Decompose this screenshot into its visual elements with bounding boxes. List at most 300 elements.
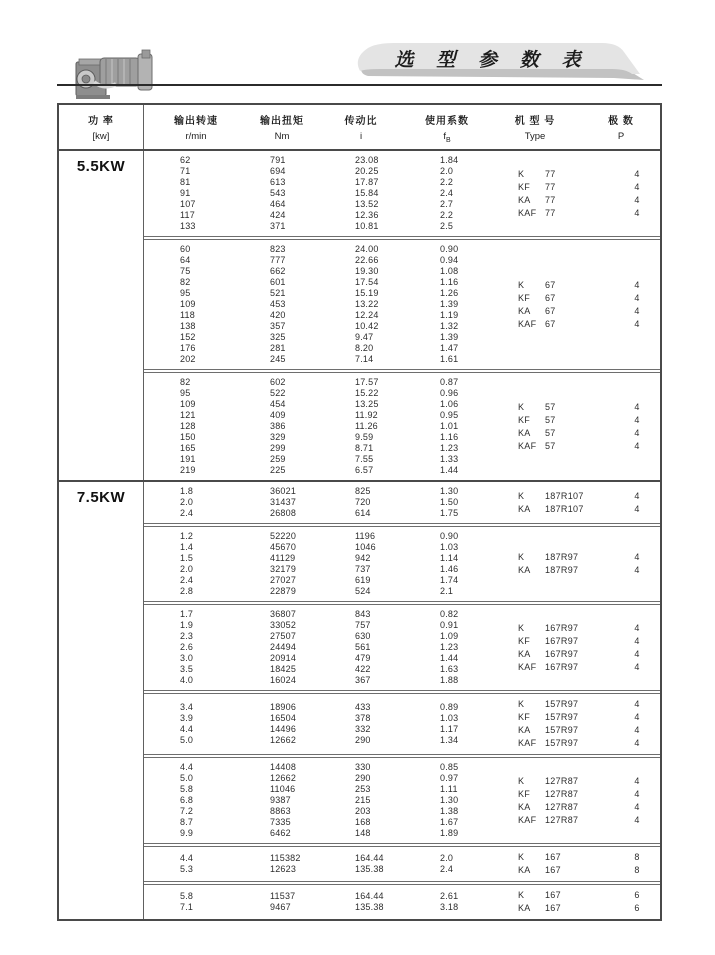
cell-output-torque: 22879 <box>270 586 297 596</box>
cell-output-speed: 2.4 <box>180 508 194 518</box>
cell-output-speed: 2.6 <box>180 642 194 652</box>
type-row <box>512 318 660 331</box>
cell-output-speed: 82 <box>180 377 191 387</box>
cell-output-torque: 7335 <box>270 817 291 827</box>
cell-poles: 4 <box>634 490 640 501</box>
cell-service-factor: 3.18 <box>440 902 459 912</box>
type-row <box>512 814 660 827</box>
cell-poles: 4 <box>634 305 640 316</box>
cell-ratio: 619 <box>355 575 371 585</box>
cell-service-factor: 1.39 <box>440 299 459 309</box>
cell-type-model: 67 <box>545 279 556 290</box>
cell-output-torque: 601 <box>270 277 286 287</box>
data-rows <box>144 891 512 913</box>
cell-output-torque: 613 <box>270 177 286 187</box>
cell-ratio: 15.19 <box>355 288 379 298</box>
cell-service-factor: 0.85 <box>440 762 459 772</box>
table-row <box>172 321 512 332</box>
table-row <box>172 465 512 476</box>
cell-output-torque: 543 <box>270 188 286 198</box>
cell-output-speed: 117 <box>180 210 195 220</box>
cell-service-factor: 2.0 <box>440 853 454 863</box>
cell-type-prefix: KA <box>518 305 531 316</box>
cell-ratio: 12.24 <box>355 310 379 320</box>
cell-output-torque: 602 <box>270 377 286 387</box>
cell-output-speed: 5.0 <box>180 773 194 783</box>
cell-poles: 6 <box>634 903 640 913</box>
cell-output-torque: 823 <box>270 244 286 254</box>
type-row <box>512 181 660 194</box>
type-row <box>512 648 660 661</box>
cell-ratio: 378 <box>355 713 371 723</box>
cell-type-model: 57 <box>545 440 556 451</box>
cell-type-model: 67 <box>545 305 556 316</box>
cell-poles: 4 <box>634 622 640 633</box>
cell-type-model: 127R87 <box>545 788 579 799</box>
cell-output-torque: 18906 <box>270 702 297 712</box>
cell-output-speed: 109 <box>180 399 196 409</box>
cell-type-model: 127R87 <box>545 775 579 786</box>
cell-type-prefix: KA <box>518 865 531 875</box>
cell-service-factor: 2.0 <box>440 166 454 176</box>
cell-type-model: 57 <box>545 427 556 438</box>
table-row <box>172 399 512 410</box>
cell-output-torque: 18425 <box>270 664 297 674</box>
cell-output-speed: 71 <box>180 166 191 176</box>
spec-block <box>144 604 660 691</box>
table-row <box>172 853 512 864</box>
cell-service-factor: 1.14 <box>440 553 459 563</box>
cell-output-torque: 245 <box>270 354 286 364</box>
cell-service-factor: 1.30 <box>440 795 459 805</box>
cell-type-model: 57 <box>545 401 556 412</box>
data-rows <box>144 155 512 232</box>
cell-service-factor: 0.87 <box>440 377 459 387</box>
cell-service-factor: 1.47 <box>440 343 459 353</box>
cell-poles: 4 <box>634 699 640 709</box>
cell-output-speed: 8.7 <box>180 817 194 827</box>
table-row <box>172 586 512 597</box>
table-row <box>172 177 512 188</box>
cell-service-factor: 1.50 <box>440 497 459 507</box>
cell-output-speed: 4.4 <box>180 853 194 863</box>
table-row <box>172 564 512 575</box>
data-rows <box>144 853 512 875</box>
cell-ratio: 1046 <box>355 542 376 552</box>
cell-poles: 4 <box>634 181 640 192</box>
cell-output-torque: 9467 <box>270 902 291 912</box>
cell-service-factor: 1.88 <box>440 675 459 685</box>
cell-service-factor: 1.16 <box>440 277 459 287</box>
table-row <box>172 332 512 343</box>
cell-ratio: 11.26 <box>355 421 378 431</box>
cell-service-factor: 0.91 <box>440 620 459 630</box>
cell-output-speed: 1.9 <box>180 620 194 630</box>
cell-service-factor: 1.84 <box>440 155 459 165</box>
cell-service-factor: 1.23 <box>440 642 459 652</box>
cell-output-speed: 5.0 <box>180 735 194 745</box>
table-row <box>172 902 512 913</box>
cell-ratio: 135.38 <box>355 864 384 874</box>
type-row <box>512 724 660 737</box>
header-power-unit: [kw] <box>92 131 110 142</box>
cell-type-prefix: K <box>518 490 525 501</box>
type-row <box>512 775 660 788</box>
cell-poles: 4 <box>634 401 640 412</box>
cell-type-model: 167 <box>545 865 561 875</box>
cell-output-speed: 109 <box>180 299 196 309</box>
cell-output-torque: 31437 <box>270 497 297 507</box>
cell-service-factor: 0.94 <box>440 255 459 265</box>
cell-output-torque: 409 <box>270 410 286 420</box>
cell-type-model: 187R97 <box>545 552 579 562</box>
cell-service-factor: 1.09 <box>440 631 459 641</box>
header-ratio: 传动比 i <box>344 116 378 142</box>
table-row <box>172 828 512 839</box>
table-row <box>172 443 512 454</box>
cell-service-factor: 1.39 <box>440 332 459 342</box>
cell-ratio: 9.47 <box>355 332 374 342</box>
cell-poles: 4 <box>634 712 640 722</box>
cell-type-model: 167R97 <box>545 661 579 672</box>
cell-output-speed: 128 <box>180 421 196 431</box>
cell-output-torque: 24494 <box>270 642 297 652</box>
cell-type-prefix: KA <box>518 565 531 575</box>
cell-output-speed: 6.8 <box>180 795 194 805</box>
cell-poles: 8 <box>634 865 640 875</box>
cell-ratio: 215 <box>355 795 371 805</box>
table-row <box>172 891 512 902</box>
cell-poles: 6 <box>634 890 640 900</box>
data-rows <box>144 486 512 519</box>
table-row <box>172 702 512 713</box>
cell-ratio: 757 <box>355 620 371 630</box>
cell-output-torque: 454 <box>270 399 286 409</box>
cell-output-speed: 5.3 <box>180 864 194 874</box>
cell-output-torque: 14408 <box>270 762 297 772</box>
cell-ratio: 13.25 <box>355 399 379 409</box>
cell-type-prefix: KA <box>518 725 531 735</box>
spec-block <box>144 693 660 755</box>
cell-output-torque: 115382 <box>270 853 301 863</box>
cell-type-model: 157R97 <box>545 712 579 722</box>
data-rows <box>144 609 512 686</box>
cell-service-factor: 0.90 <box>440 244 459 254</box>
cell-ratio: 19.30 <box>355 266 379 276</box>
cell-service-factor: 1.03 <box>440 713 459 723</box>
cell-output-torque: 12623 <box>270 864 297 874</box>
cell-output-torque: 6462 <box>270 828 291 838</box>
cell-ratio: 433 <box>355 702 371 712</box>
cell-poles: 4 <box>634 414 640 425</box>
table-row <box>172 410 512 421</box>
cell-ratio: 17.87 <box>355 177 379 187</box>
cell-output-speed: 138 <box>180 321 196 331</box>
cell-ratio: 22.66 <box>355 255 379 265</box>
type-row <box>512 279 660 292</box>
cell-output-speed: 3.5 <box>180 664 194 674</box>
cell-service-factor: 2.2 <box>440 210 454 220</box>
cell-poles: 4 <box>634 635 640 646</box>
spec-block <box>144 846 660 882</box>
table-row <box>172 664 512 675</box>
cell-type-prefix: K <box>518 401 525 412</box>
cell-poles: 4 <box>634 207 640 218</box>
cell-service-factor: 1.26 <box>440 288 459 298</box>
cell-service-factor: 2.4 <box>440 188 454 198</box>
table-row <box>172 575 512 586</box>
spec-block <box>144 372 660 480</box>
type-row <box>512 711 660 724</box>
cell-service-factor: 1.67 <box>440 817 459 827</box>
cell-ratio: 825 <box>355 486 371 496</box>
table-row <box>172 166 512 177</box>
cell-service-factor: 0.89 <box>440 702 459 712</box>
cell-output-torque: 281 <box>270 343 286 353</box>
cell-ratio: 20.25 <box>355 166 379 176</box>
cell-output-speed: 5.8 <box>180 891 194 901</box>
cell-output-torque: 45670 <box>270 542 297 552</box>
cell-service-factor: 0.96 <box>440 388 459 398</box>
cell-output-speed: 2.0 <box>180 564 194 574</box>
cell-ratio: 479 <box>355 653 371 663</box>
cell-service-factor: 1.06 <box>440 399 459 409</box>
cell-ratio: 164.44 <box>355 891 384 901</box>
cell-type-prefix: KF <box>518 181 531 192</box>
cell-poles: 4 <box>634 440 640 451</box>
type-rows <box>512 490 660 516</box>
cell-output-speed: 3.0 <box>180 653 194 663</box>
cell-output-torque: 11537 <box>270 891 296 901</box>
cell-service-factor: 1.33 <box>440 454 459 464</box>
cell-output-torque: 329 <box>270 432 286 442</box>
table-row <box>172 773 512 784</box>
cell-output-torque: 453 <box>270 299 286 309</box>
cell-output-torque: 325 <box>270 332 286 342</box>
type-row <box>512 564 660 577</box>
table-row <box>172 609 512 620</box>
cell-poles: 4 <box>634 775 640 786</box>
type-rows <box>512 622 660 674</box>
cell-service-factor: 1.03 <box>440 542 459 552</box>
cell-type-model: 77 <box>545 194 556 205</box>
table-row <box>172 277 512 288</box>
cell-ratio: 1196 <box>355 531 376 541</box>
type-row <box>512 788 660 801</box>
cell-output-torque: 791 <box>270 155 286 165</box>
cell-type-prefix: K <box>518 699 525 709</box>
cell-output-speed: 4.4 <box>180 762 194 772</box>
cell-output-speed: 1.5 <box>180 553 194 563</box>
cell-output-torque: 662 <box>270 266 286 276</box>
type-row <box>512 698 660 711</box>
header-torque: 输出扭矩 Nm <box>260 116 304 142</box>
cell-service-factor: 1.08 <box>440 266 459 276</box>
cell-ratio: 8.71 <box>355 443 374 453</box>
cell-output-speed: 5.8 <box>180 784 194 794</box>
table-row <box>172 199 512 210</box>
cell-ratio: 15.84 <box>355 188 379 198</box>
cell-output-torque: 16024 <box>270 675 297 685</box>
cell-output-speed: 4.0 <box>180 675 194 685</box>
cell-output-speed: 2.3 <box>180 631 194 641</box>
header-speed: 输出转速 r/min <box>174 116 218 142</box>
cell-output-torque: 12662 <box>270 735 297 745</box>
table-row <box>172 653 512 664</box>
cell-output-speed: 4.4 <box>180 724 194 734</box>
cell-type-prefix: KA <box>518 648 531 659</box>
cell-type-model: 187R107 <box>545 490 584 501</box>
cell-output-speed: 1.2 <box>180 531 194 541</box>
cell-output-torque: 9387 <box>270 795 291 805</box>
table-row <box>172 806 512 817</box>
cell-service-factor: 1.11 <box>440 784 458 794</box>
table-row <box>172 354 512 365</box>
gearmotor-photo <box>70 42 162 104</box>
cell-output-speed: 2.4 <box>180 575 194 585</box>
table-row <box>172 497 512 508</box>
cell-type-prefix: K <box>518 552 525 562</box>
selection-table <box>57 103 662 921</box>
table-row <box>172 377 512 388</box>
cell-output-torque: 357 <box>270 321 286 331</box>
cell-type-prefix: KA <box>518 801 531 812</box>
data-rows <box>144 377 512 476</box>
table-row <box>172 817 512 828</box>
cell-ratio: 330 <box>355 762 371 772</box>
cell-service-factor: 2.4 <box>440 864 454 874</box>
spec-block <box>144 151 660 237</box>
cell-ratio: 17.57 <box>355 377 379 387</box>
cell-poles: 4 <box>634 788 640 799</box>
cell-poles: 4 <box>634 814 640 825</box>
cell-type-prefix: KAF <box>518 814 537 825</box>
header-service-factor: 使用系数 $f_B$ <box>425 116 469 144</box>
cell-type-prefix: K <box>518 622 525 633</box>
cell-ratio: 9.59 <box>355 432 374 442</box>
cell-service-factor: 1.17 <box>440 724 459 734</box>
table-row <box>172 631 512 642</box>
cell-output-torque: 777 <box>270 255 286 265</box>
type-row <box>512 551 660 564</box>
cell-type-prefix: KA <box>518 503 531 514</box>
cell-type-model: 67 <box>545 292 556 303</box>
type-row <box>512 440 660 453</box>
cell-ratio: 13.52 <box>355 199 379 209</box>
cell-ratio: 135.38 <box>355 902 384 912</box>
cell-poles: 4 <box>634 565 640 575</box>
cell-service-factor: 1.75 <box>440 508 459 518</box>
cell-output-torque: 32179 <box>270 564 297 574</box>
cell-ratio: 561 <box>355 642 371 652</box>
cell-service-factor: 1.63 <box>440 664 459 674</box>
cell-output-speed: 1.4 <box>180 542 194 552</box>
cell-output-speed: 107 <box>180 199 196 209</box>
cell-type-model: 167 <box>545 903 561 913</box>
table-row <box>172 310 512 321</box>
cell-output-torque: 27027 <box>270 575 297 585</box>
cell-type-prefix: KF <box>518 635 531 646</box>
cell-ratio: 15.22 <box>355 388 379 398</box>
type-rows <box>512 698 660 750</box>
cell-output-torque: 27507 <box>270 631 297 641</box>
type-rows <box>512 775 660 827</box>
cell-ratio: 6.57 <box>355 465 374 475</box>
type-row <box>512 889 660 902</box>
cell-poles: 8 <box>634 852 640 862</box>
cell-ratio: 332 <box>355 724 371 734</box>
cell-output-torque: 299 <box>270 443 286 453</box>
cell-output-speed: 1.7 <box>180 609 194 619</box>
cell-ratio: 13.22 <box>355 299 379 309</box>
power-section <box>59 480 660 919</box>
cell-ratio: 168 <box>355 817 371 827</box>
cell-output-speed: 202 <box>180 354 196 364</box>
cell-type-model: 77 <box>545 181 556 192</box>
cell-output-torque: 420 <box>270 310 286 320</box>
cell-service-factor: 1.32 <box>440 321 459 331</box>
cell-ratio: 720 <box>355 497 371 507</box>
header-rule <box>57 84 662 86</box>
cell-output-speed: 3.9 <box>180 713 194 723</box>
cell-output-speed: 95 <box>180 388 191 398</box>
cell-type-model: 157R97 <box>545 699 579 709</box>
cell-type-prefix: K <box>518 852 525 862</box>
cell-type-prefix: KAF <box>518 661 537 672</box>
cell-ratio: 843 <box>355 609 371 619</box>
table-row <box>172 343 512 354</box>
cell-output-speed: 121 <box>180 410 196 420</box>
table-row <box>172 531 512 542</box>
cell-output-speed: 219 <box>180 465 196 475</box>
table-row <box>172 620 512 631</box>
cell-ratio: 630 <box>355 631 371 641</box>
cell-output-torque: 694 <box>270 166 286 176</box>
cell-output-torque: 52220 <box>270 531 297 541</box>
cell-service-factor: 1.61 <box>440 354 459 364</box>
table-row <box>172 713 512 724</box>
type-row <box>512 168 660 181</box>
cell-service-factor: 1.44 <box>440 653 459 663</box>
cell-type-model: 77 <box>545 168 556 179</box>
table-row <box>172 255 512 266</box>
cell-service-factor: 1.16 <box>440 432 459 442</box>
type-row <box>512 427 660 440</box>
type-row <box>512 292 660 305</box>
cell-service-factor: 1.89 <box>440 828 459 838</box>
data-rows <box>144 531 512 597</box>
cell-type-model: 187R107 <box>545 503 584 514</box>
table-header <box>59 105 660 151</box>
cell-service-factor: 1.38 <box>440 806 459 816</box>
cell-type-model: 187R97 <box>545 565 579 575</box>
spec-block <box>144 526 660 602</box>
cell-type-model: 157R97 <box>545 738 579 748</box>
cell-ratio: 8.20 <box>355 343 374 353</box>
cell-type-prefix: KF <box>518 292 531 303</box>
cell-poles: 4 <box>634 801 640 812</box>
header-data-columns <box>144 105 660 149</box>
power-cell <box>59 151 144 480</box>
cell-output-speed: 9.9 <box>180 828 194 838</box>
cell-output-speed: 191 <box>180 454 196 464</box>
cell-poles: 4 <box>634 725 640 735</box>
cell-poles: 4 <box>634 661 640 672</box>
type-rows <box>512 168 660 220</box>
cell-output-speed: 165 <box>180 443 196 453</box>
cell-poles: 4 <box>634 279 640 290</box>
cell-poles: 4 <box>634 427 640 438</box>
